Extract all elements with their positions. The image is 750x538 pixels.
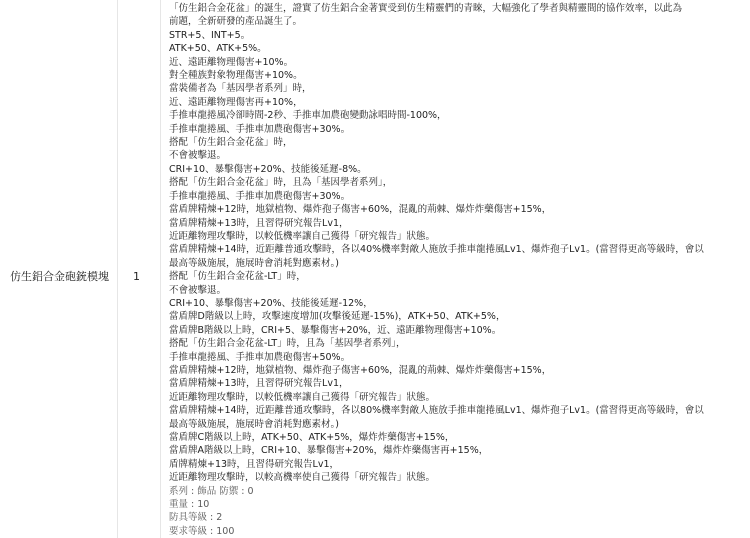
item-description-cell <box>169 2 735 538</box>
description-line: 不會被擊退。 <box>169 284 227 296</box>
item-meta-line: 系列 : 飾品 防禦 : 0 <box>169 485 254 497</box>
column-divider <box>117 0 118 538</box>
description-line: 「仿生鋁合金花盆」的誕生，證實了仿生鋁合金著實受到仿生精靈們的青睞，大幅強化了學者與精靈間的協作效率，以此為 <box>169 3 683 14</box>
description-line: 搭配「仿生鋁合金花盆」時，且為「基因學者系列」， <box>169 177 393 189</box>
description-line: 當盾牌D階級以上時，攻擊速度增加(攻擊後延遲-15%)，ATK+50、ATK+5%， <box>169 311 506 323</box>
description-line: 手推車龍捲風冷卻時間-2秒、手推車加農砲變動詠唱時間-100%， <box>169 110 447 122</box>
description-line: 搭配「仿生鋁合金花盆-LT」時， <box>169 271 306 283</box>
description-line: 當盾牌精煉+12時，地獄植物、爆炸孢子傷害+60%，混亂的荊棘、爆炸炸藥傷害+15%， <box>169 364 552 376</box>
description-line: 當盾牌B階級以上時，CRI+5、暴擊傷害+20%，近、遠距離物理傷害+10%。 <box>169 324 502 336</box>
description-line: 搭配「仿生鋁合金花盆」時， <box>169 137 293 149</box>
item-meta-line: 要求等級 : 100 <box>169 525 235 537</box>
description-line: 不會被擊退。 <box>169 150 227 162</box>
description-line: 當盾牌精煉+12時，地獄植物、爆炸孢子傷害+60%，混亂的荊棘、爆炸炸藥傷害+15%， <box>169 204 552 216</box>
description-line: 對全種族對象物理傷害+10%。 <box>169 70 303 82</box>
description-line: 當裝備者為「基因學者系列」時， <box>169 83 312 95</box>
item-meta-line: 重量 : 10 <box>169 499 210 511</box>
description-line: 前題，全新研發的產品誕生了。 <box>169 16 303 28</box>
description-line: 近距離物理攻擊時，以較低機率讓自己獲得「研究報告」狀態。 <box>169 230 436 242</box>
description-line: 盾牌精煉+13時，且習得研究報告Lv1， <box>169 458 340 470</box>
description-line: 手推車龍捲風、手推車加農砲傷害+30%。 <box>169 190 351 202</box>
description-line: 最高等級施展，施展時會消耗對應素材。) <box>169 257 339 269</box>
description-line: 當盾牌精煉+14時，近距離普通攻擊時，各以40%機率對敵人施放手推車龍捲風Lv1、爆炸孢子Lv1。(當習得更高等級時，會以 <box>169 244 704 256</box>
description-line: 手推車龍捲風、手推車加農砲傷害+50%。 <box>169 351 351 363</box>
item-name-cell: 仿生鋁合金砲銃模塊 <box>10 270 109 283</box>
column-divider <box>160 0 161 538</box>
description-line: STR+5、INT+5。 <box>169 29 251 41</box>
description-line: 近距離物理攻擊時，以較高機率使自己獲得「研究報告」狀態。 <box>169 472 436 484</box>
description-line: 近距離物理攻擊時，以較低機率讓自己獲得「研究報告」狀態。 <box>169 391 436 403</box>
description-line: ATK+50、ATK+5%。 <box>169 43 267 55</box>
description-line: 當盾牌A階級以上時，CRI+10、暴擊傷害+20%，爆炸炸藥傷害再+15%， <box>169 445 489 457</box>
item-quantity-cell: 1 <box>133 270 140 283</box>
description-line: 當盾牌C階級以上時，ATK+50、ATK+5%，爆炸炸藥傷害+15%， <box>169 432 455 443</box>
item-meta-line: 防具等級 : 2 <box>169 512 223 524</box>
description-line: 當盾牌精煉+13時，且習得研究報告Lv1， <box>169 378 349 390</box>
description-line: 搭配「仿生鋁合金花盆-LT」時，且為「基因學者系列」， <box>169 338 406 350</box>
description-line: 手推車龍捲風、手推車加農砲傷害+30%。 <box>169 123 351 135</box>
description-line: CRI+10、暴擊傷害+20%、技能後延遲-12%， <box>169 297 373 309</box>
description-line: 當盾牌精煉+13時，且習得研究報告Lv1， <box>169 217 349 229</box>
description-line: 當盾牌精煉+14時，近距離普通攻擊時，各以80%機率對敵人施放手推車龍捲風Lv1、爆炸孢子Lv1。(當習得更高等級時，會以 <box>169 405 704 417</box>
description-line: CRI+10、暴擊傷害+20%、技能後延遲-8%。 <box>169 163 367 175</box>
description-line: 近、遠距離物理傷害再+10%， <box>169 96 303 108</box>
description-line: 近、遠距離物理傷害+10%。 <box>169 56 294 68</box>
description-line: 最高等級施展，施展時會消耗對應素材。) <box>169 418 339 430</box>
